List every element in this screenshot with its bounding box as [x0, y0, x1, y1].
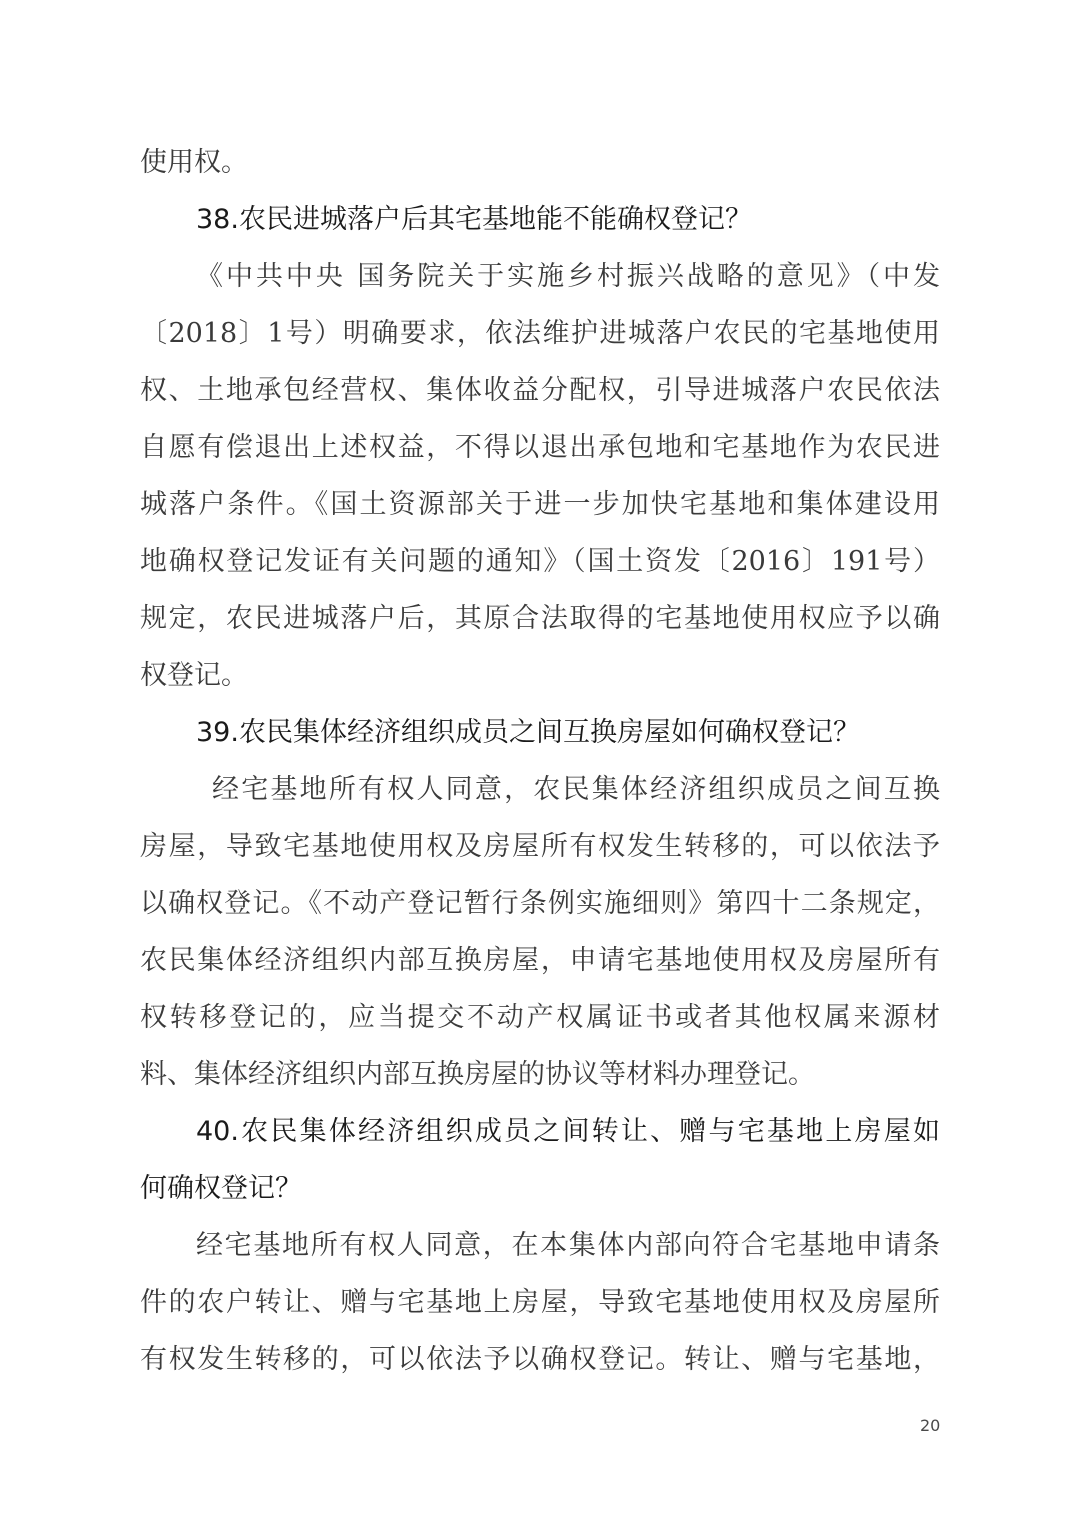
paragraph-line: 经宅基地所有权人同意，农民集体经济组织成员之间互换: [212, 774, 940, 805]
paragraph-line: 《中共中央 国务院关于实施乡村振兴战略的意见》（中发: [196, 261, 940, 292]
paragraph-line: 有权发生转移的，可以依法予以确权登记。转让、赠与宅基地，: [140, 1344, 940, 1375]
paragraph-line: 地确权登记发证有关问题的通知》（国土资发〔2016〕191号）: [140, 546, 940, 577]
paragraph-line: 使用权。: [140, 147, 248, 178]
question-heading-line: 38.农民进城落户后其宅基地能不能确权登记？: [196, 204, 752, 235]
paragraph-line: 料、集体经济组织内部互换房屋的协议等材料办理登记。: [140, 1059, 815, 1090]
question-heading-line: 39.农民集体经济组织成员之间互换房屋如何确权登记？: [196, 717, 860, 748]
paragraph-line: 权转移登记的，应当提交不动产权属证书或者其他权属来源材: [140, 1002, 940, 1033]
paragraph-line: 件的农户转让、赠与宅基地上房屋，导致宅基地使用权及房屋所: [140, 1287, 940, 1318]
paragraph-line: 〔2018〕1号）明确要求，依法维护进城落户农民的宅基地使用: [140, 318, 940, 349]
question-heading-line: 何确权登记？: [140, 1173, 302, 1204]
page-number: 20: [920, 1416, 941, 1435]
paragraph-line: 房屋，导致宅基地使用权及房屋所有权发生转移的，可以依法予: [140, 831, 940, 862]
paragraph-line: 规定，农民进城落户后，其原合法取得的宅基地使用权应予以确: [140, 603, 940, 634]
paragraph-line: 自愿有偿退出上述权益，不得以退出承包地和宅基地作为农民进: [140, 432, 940, 463]
paragraph-line: 农民集体经济组织内部互换房屋，申请宅基地使用权及房屋所有: [140, 945, 940, 976]
paragraph-line: 权、土地承包经营权、集体收益分配权，引导进城落户农民依法: [140, 375, 940, 406]
paragraph-line: 权登记。: [140, 660, 248, 691]
paragraph-line: 以确权登记。《不动产登记暂行条例实施细则》第四十二条规定，: [140, 888, 940, 919]
paragraph-line: 城落户条件。《国土资源部关于进一步加快宅基地和集体建设用: [140, 489, 940, 520]
paragraph-line: 经宅基地所有权人同意，在本集体内部向符合宅基地申请条: [196, 1230, 940, 1261]
question-heading-line: 40.农民集体经济组织成员之间转让、赠与宅基地上房屋如: [196, 1116, 940, 1147]
